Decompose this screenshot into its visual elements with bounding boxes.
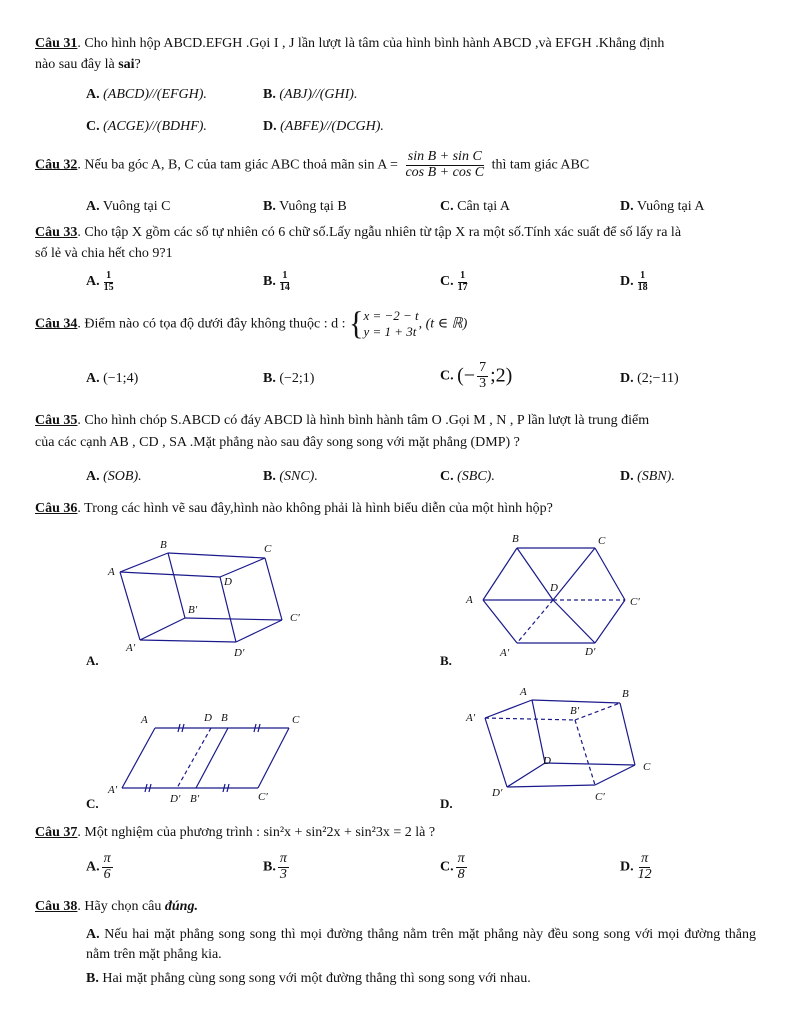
answer-a[interactable]: A. (ABCD)//(EFGH).: [86, 87, 207, 102]
answer-c[interactable]: C. Cân tại A: [440, 199, 511, 214]
svg-text:D: D: [204, 712, 212, 724]
answer-a[interactable]: A. $\frac{1}{15}$: [86, 270, 114, 293]
answer-d[interactable]: D. $\frac{\pi}{12}$: [620, 851, 652, 882]
question-label: Câu 35: [35, 413, 78, 428]
brace-icon: {: [349, 305, 364, 342]
answer-b[interactable]: B. Hai mặt phẳng cùng song song với một đường thẳng thì song song với nhau.: [86, 971, 531, 986]
figure-b-label: B.: [440, 653, 452, 668]
question-36: Câu 36. Trong các hình vẽ sau đây,hình nào không phải là hình biểu diễn của một hình hộp?: [35, 501, 553, 516]
question-label: Câu 38: [35, 899, 78, 914]
question-35: Câu 35. Cho hình chóp S.ABCD có đáy ABCD là hình bình hành tâm O .Gọi M , N , P lần lượt là trung điểm: [35, 413, 650, 428]
question-text: . Cho hình hộp ABCD.EFGH .Gọi I , J lần lượt là tâm của hình bình hành ABCD ,và EFGH .Khẳng định: [77, 36, 665, 51]
figures-area: [0, 525, 792, 825]
svg-text:C′: C′: [258, 791, 268, 803]
figure-a-labels: [86, 539, 300, 668]
answer-d[interactable]: D. (ABFE)//(DCGH).: [263, 119, 384, 134]
question-31-line2: nào sau đây là sai?: [35, 57, 141, 72]
answer-c[interactable]: C. $\frac{\pi}{8}$: [440, 851, 465, 882]
svg-text:A: A: [520, 686, 527, 698]
svg-text:D′: D′: [585, 646, 596, 658]
answer-c[interactable]: C. (SBC).: [440, 469, 495, 484]
svg-text:D′: D′: [234, 647, 245, 659]
svg-text:B: B: [221, 712, 228, 724]
svg-text:C: C: [292, 714, 300, 726]
figure-a[interactable]: [120, 553, 282, 642]
answer-a[interactable]: A. Vuông tại C: [86, 199, 171, 214]
svg-text:A: A: [466, 594, 473, 606]
answer-b[interactable]: B. Vuông tại B: [263, 199, 347, 214]
answer-a[interactable]: A. (SOB).: [86, 469, 142, 484]
answer-c[interactable]: C. $\frac{1}{17}$: [440, 270, 468, 293]
svg-text:A: A: [108, 566, 115, 578]
svg-text:A′: A′: [466, 712, 476, 724]
answer-b[interactable]: B. $\frac{\pi}{3}$: [263, 851, 287, 882]
answer-c[interactable]: C. (ACGE)//(BDHF).: [86, 119, 207, 134]
svg-text:A′: A′: [500, 647, 510, 659]
svg-text:A: A: [141, 714, 148, 726]
answer-b[interactable]: B. $\frac{1}{14}$: [263, 270, 290, 293]
figure-b[interactable]: [483, 548, 625, 643]
figure-c-label: C.: [86, 796, 99, 811]
figure-d[interactable]: [485, 700, 635, 787]
svg-text:B: B: [512, 533, 519, 545]
svg-text:C: C: [264, 543, 272, 555]
question-37: Câu 37. Một nghiệm của phương trình : sin²x + sin²2x + sin²3x = 2 là ?: [35, 825, 436, 840]
question-label: Câu 32: [35, 157, 78, 173]
question-label: Câu 33: [35, 225, 78, 240]
answer-a[interactable]: A. Nếu hai mặt phẳng song song thì mọi đường thẳng nằm trên mặt phẳng này đều song song với mọi đường thẳng nằm trên mặt phẳng kia.: [86, 927, 756, 962]
svg-text:D: D: [224, 576, 232, 588]
svg-text:C′: C′: [290, 612, 300, 624]
svg-text:D: D: [550, 582, 558, 594]
figure-d-labels: [440, 686, 651, 811]
answer-d[interactable]: D. (2;−11): [620, 371, 679, 386]
svg-text:B′: B′: [570, 705, 580, 717]
svg-text:B: B: [160, 539, 167, 551]
question-33-line2: số lẻ và chia hết cho 9?1: [35, 246, 173, 261]
question-38: Câu 38. Hãy chọn câu đúng.: [35, 899, 198, 914]
svg-text:A′: A′: [108, 784, 118, 796]
svg-text:C: C: [643, 761, 651, 773]
answer-d[interactable]: D. (SBN).: [620, 469, 675, 484]
answer-d[interactable]: D. Vuông tại A: [620, 199, 705, 214]
answer-a[interactable]: A. (−1;4): [86, 371, 139, 386]
svg-text:C: C: [598, 535, 606, 547]
question-label: Câu 37: [35, 825, 78, 840]
figure-d-label: D.: [440, 796, 453, 811]
answer-b[interactable]: B. (SNC).: [263, 469, 318, 484]
question-33: Câu 33. Cho tập X gồm các số tự nhiên có 6 chữ số.Lấy ngẫu nhiên từ tập X ra một số.Tính xác suất để số lấy ra là: [35, 225, 682, 240]
question-label: Câu 36: [35, 501, 78, 516]
svg-text:D: D: [543, 755, 551, 767]
answer-d[interactable]: D. $\frac{1}{18}$: [620, 270, 648, 293]
equation-system: x = −2 − t y = 1 + 3t: [363, 308, 419, 340]
svg-text:B′: B′: [190, 793, 200, 805]
question-34: Câu 34. Điểm nào có tọa độ dưới đây không thuộc : d : { x = −2 − t y = 1 + 3t , (t ∈ ℝ): [35, 305, 468, 342]
figure-c-labels: [86, 712, 300, 811]
answer-c[interactable]: C. (− $\frac{7}{3}$ ;2): [440, 360, 513, 391]
figure-a-label: A.: [86, 653, 99, 668]
svg-text:B: B: [622, 688, 629, 700]
fraction: $\frac{\text{sin B + sin C}}{\text{cos B + cos C}}$: [405, 149, 485, 180]
question-32: Câu 32. Nếu ba góc A, B, C của tam giác ABC thoả mãn sin A = $\frac{\text{sin B + sin C}}{\text{cos B + cos C}}$ thì tam giác ABC: [35, 149, 590, 180]
svg-text:D′: D′: [170, 793, 181, 805]
figure-c[interactable]: [122, 724, 289, 792]
answer-b[interactable]: B. (ABJ)//(GHI).: [263, 87, 358, 102]
svg-text:B′: B′: [188, 604, 198, 616]
question-label: Câu 34: [35, 316, 78, 332]
question-label: Câu 31: [35, 36, 78, 51]
answer-b[interactable]: B. (−2;1): [263, 371, 315, 386]
answer-a[interactable]: A. $\frac{\pi}{6}$: [86, 851, 111, 882]
question-31: [35, 36, 664, 52]
svg-text:C′: C′: [630, 596, 640, 608]
question-35-line2: của các cạnh AB , CD , SA .Mặt phẳng nào sau đây song song với mặt phẳng (DMP) ?: [35, 435, 520, 450]
svg-text:A′: A′: [126, 642, 136, 654]
svg-text:D′: D′: [492, 787, 503, 799]
svg-text:C′: C′: [595, 791, 605, 803]
